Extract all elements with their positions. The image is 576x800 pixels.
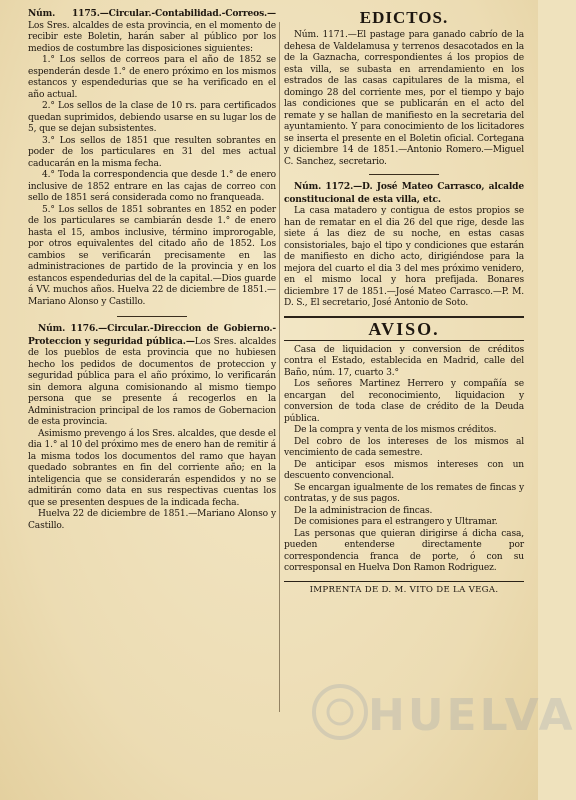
circular-1175-item-4: 4.° Toda la correspondencia que desde 1.° de enero inclusive de 1852 entrare en las cajas de correo con sello de 1851 será considerada como no franqueada. — [28, 170, 276, 203]
aviso-line-2: De la compra y venta de los mismos créditos. — [294, 425, 497, 435]
circular-1176-header: Núm. 1176.—Circular.-Direccion de Gobierno.-Proteccion y seguridad pública.—Los Sres. alcaldes de los pueblos de esta provincia que no hubiesen hecho los pedidos de documentos de proteccion y seguridad pública para el año próximo, lo verificarán sin demora alguna comisionando al mismo tiempo persona que se presente á recogerlos en la Administracion principal de los ramos de Gobernacion de esta provincia. — [28, 323, 276, 427]
circular-1175-item-1: 1.° Los sellos de correos para el año de 1852 se espenderán desde 1.° de enero próximo en los mismos estancos y espendedurias que se ha verificado en el año actual. — [28, 55, 276, 100]
aviso-banner — [284, 316, 524, 341]
printer-imprint: IMPRENTA DE D. M. VITO DE LA VEGA. — [284, 581, 524, 595]
section-separator — [117, 316, 187, 317]
aviso-line-6: De la administracion de fincas. — [294, 505, 433, 516]
circular-1175-header: Núm. 1175.—Circular.-Contabilidad.-Correos.—Los Sres. alcaldes de esta provincia, en el momento de recibir este Boletin, harán saber al público por los medios de costumbre las disposiciones siguientes: — [28, 8, 276, 54]
aviso-line-8: Las personas que quieran dirigirse á dicha casa, pueden entenderse directamente por correspondencia franca de porte, ó con su corresponsal en Huelva Don Ramon Rodriguez. — [284, 528, 524, 573]
edictos-heading: EDICTOS. — [359, 8, 449, 27]
circular-1175-item-2: 2.° Los sellos de la clase de 10 rs. para certificados quedan suprimidos, debiendo usarse en su lugar los de 5, que se dejan subsistentes. — [28, 101, 276, 134]
right-column — [284, 8, 524, 595]
left-column — [28, 8, 276, 540]
huelva-watermark — [300, 650, 576, 760]
aviso-line-5: Se encargan igualmente de los remates de fincas y contratas, y de sus pagos. — [284, 482, 524, 504]
aviso-line-1: Los señores Martinez Herrero y compañía se encargan del reconocimiento, liquidacion y conversion de toda clase de crédito de la Deuda pública. — [284, 379, 524, 424]
edicto-1172-body: La casa matadero y contigua de estos propios se han de rematar en el dia 26 del que rige, desde las siete á las diez de su noche, en estas casas consistoriales, bajo el tipo y condiciones que estarán de manifiesto en dicho acto, dirigiéndose para la mejora del cuarto el dia 3 del mes próximo venidero, en el mismo local y hora prefijada. Bonares diciembre 17 de 1851.—José Mateo Carrasco.—P. M. D. S., El secretario, José Antonio de Soto. — [284, 206, 524, 308]
edicto-separator — [369, 174, 439, 175]
circular-1176-body-2: Asimismo prevengo á los Sres. alcaldes, que desde el dia 1.° al 10 del próximo mes de enero han de remitir á la misma todos los documentos del ramo que hayan quedado sobrantes en fin del corriente año; en la inteligencia que se considerarán espendidos y no se admitirán como data en sus respectivas cuentas los que se presenten despues de la indicada fecha. — [28, 428, 276, 508]
circular-1175 — [28, 8, 276, 308]
column-divider — [279, 22, 280, 712]
aviso-line-7: De comisiones para el estrangero y Ultramar. — [294, 517, 498, 527]
circular-1176 — [28, 323, 276, 532]
circular-1176-signature: Huelva 22 de diciembre de 1851.—Mariano Alonso y Castillo. — [28, 509, 276, 531]
edicto-1172-header: Núm. 1172.—D. José Mateo Carrasco, alcalde constitucional de esta villa, etc. — [284, 181, 524, 205]
aviso-line-3: Del cobro de los intereses de los mismos al vencimiento de cada semestre. — [284, 436, 524, 458]
circular-1175-item-5: 5.° Los sellos de 1851 sobrantes en 1852 en poder de los particulares se cambiarán desde 1.° de enero hasta el 15, ambos inclusive, término improrogable, por otros equivalentes del citado año de 1852. Los cambios se verificarán precisamente en las administraciones de partido de la provincia y en los estancos espendedurias del de la capital.—Dios guarde á VV. muchos años. Huelva 22 de diciembre de 1851.—Mariano Alonso y Castillo. — [28, 204, 276, 307]
aviso-line-4: De anticipar esos mismos intereses con un descuento convencional. — [284, 459, 524, 481]
aviso-heading: AVISO. — [368, 318, 440, 339]
circular-1175-item-3: 3.° Los sellos de 1851 que resulten sobrantes en poder de los particulares en 31 del mes actual caducarán en la misma fecha. — [28, 135, 276, 169]
edicto-1171: Núm. 1171.—El pastage para ganado cabrío de la dehesa de Valdelamusa y terrenos desacotados en la de la Gaznacha, correspondientes á los propios de esta villa, se subasta en arrendamiento en los estrados de las casas capitulares de la misma, el domingo 28 del corriente mes, por el tiempo y bajo las condiciones que se publicarán en el acto del remate y se hallan de manifiesto en la secretaria del ayuntamiento. Y para conocimiento de los licitadores se inserta el presente en el Boletin oficial. Cortegana y diciembre 14 de 1851.—Antonio Romero.—Miguel C. Sanchez, secretario. — [284, 30, 524, 167]
watermark-text: HUELVA — [368, 690, 576, 741]
aviso-intro: Casa de liquidacion y conversion de créditos contra el Estado, establecida en Madrid, calle del Baño, núm. 17, cuarto 3.° — [284, 344, 524, 378]
